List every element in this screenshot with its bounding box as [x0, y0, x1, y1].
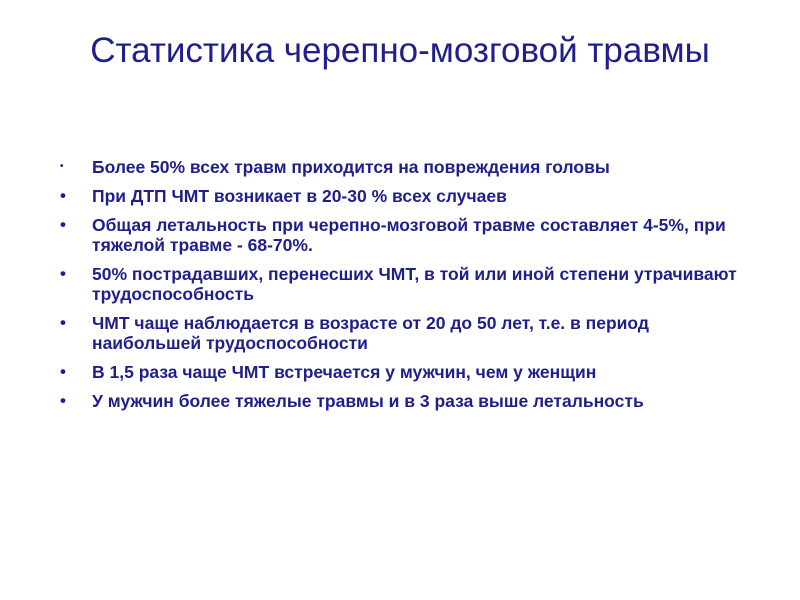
- bullet-item: [58, 362, 748, 382]
- bullet-text: В 1,5 раза чаще ЧМТ встречается у мужчин, чем у женщин: [92, 362, 597, 382]
- bullet-glyph: •: [60, 161, 64, 172]
- bullet-glyph: •: [60, 391, 66, 410]
- bullet-glyph: •: [60, 264, 66, 283]
- bullet-glyph: •: [60, 313, 66, 332]
- bullet-text: 50% пострадавших, перенесших ЧМТ, в той или иной степени утрачивают трудоспособность: [92, 264, 737, 304]
- bullet-text: При ДТП ЧМТ возникает в 20-30 % всех случаев: [92, 186, 507, 206]
- bullet-text: Общая летальность при черепно-мозговой травме составляет 4-5%, при тяжелой травме - 68-70%.: [92, 215, 726, 255]
- bullet-list: [58, 157, 748, 420]
- bullet-text: Более 50% всех травм приходится на повреждения головы: [92, 157, 610, 177]
- bullet-item: [58, 157, 748, 177]
- bullet-text: У мужчин более тяжелые травмы и в 3 раза выше летальность: [92, 391, 644, 411]
- slide-title: Статистика черепно-мозговой травмы: [90, 31, 710, 70]
- bullet-text: ЧМТ чаще наблюдается в возрасте от 20 до 50 лет, т.е. в период наибольшей трудоспособности: [92, 313, 649, 353]
- bullet-glyph: •: [60, 186, 66, 205]
- bullet-item: [58, 313, 748, 353]
- bullet-item: [58, 215, 748, 255]
- bullet-glyph: •: [60, 362, 66, 381]
- bullet-glyph: •: [60, 215, 66, 234]
- bullet-item: [58, 264, 748, 304]
- bullet-item: [58, 391, 748, 411]
- bullet-item: [58, 186, 748, 206]
